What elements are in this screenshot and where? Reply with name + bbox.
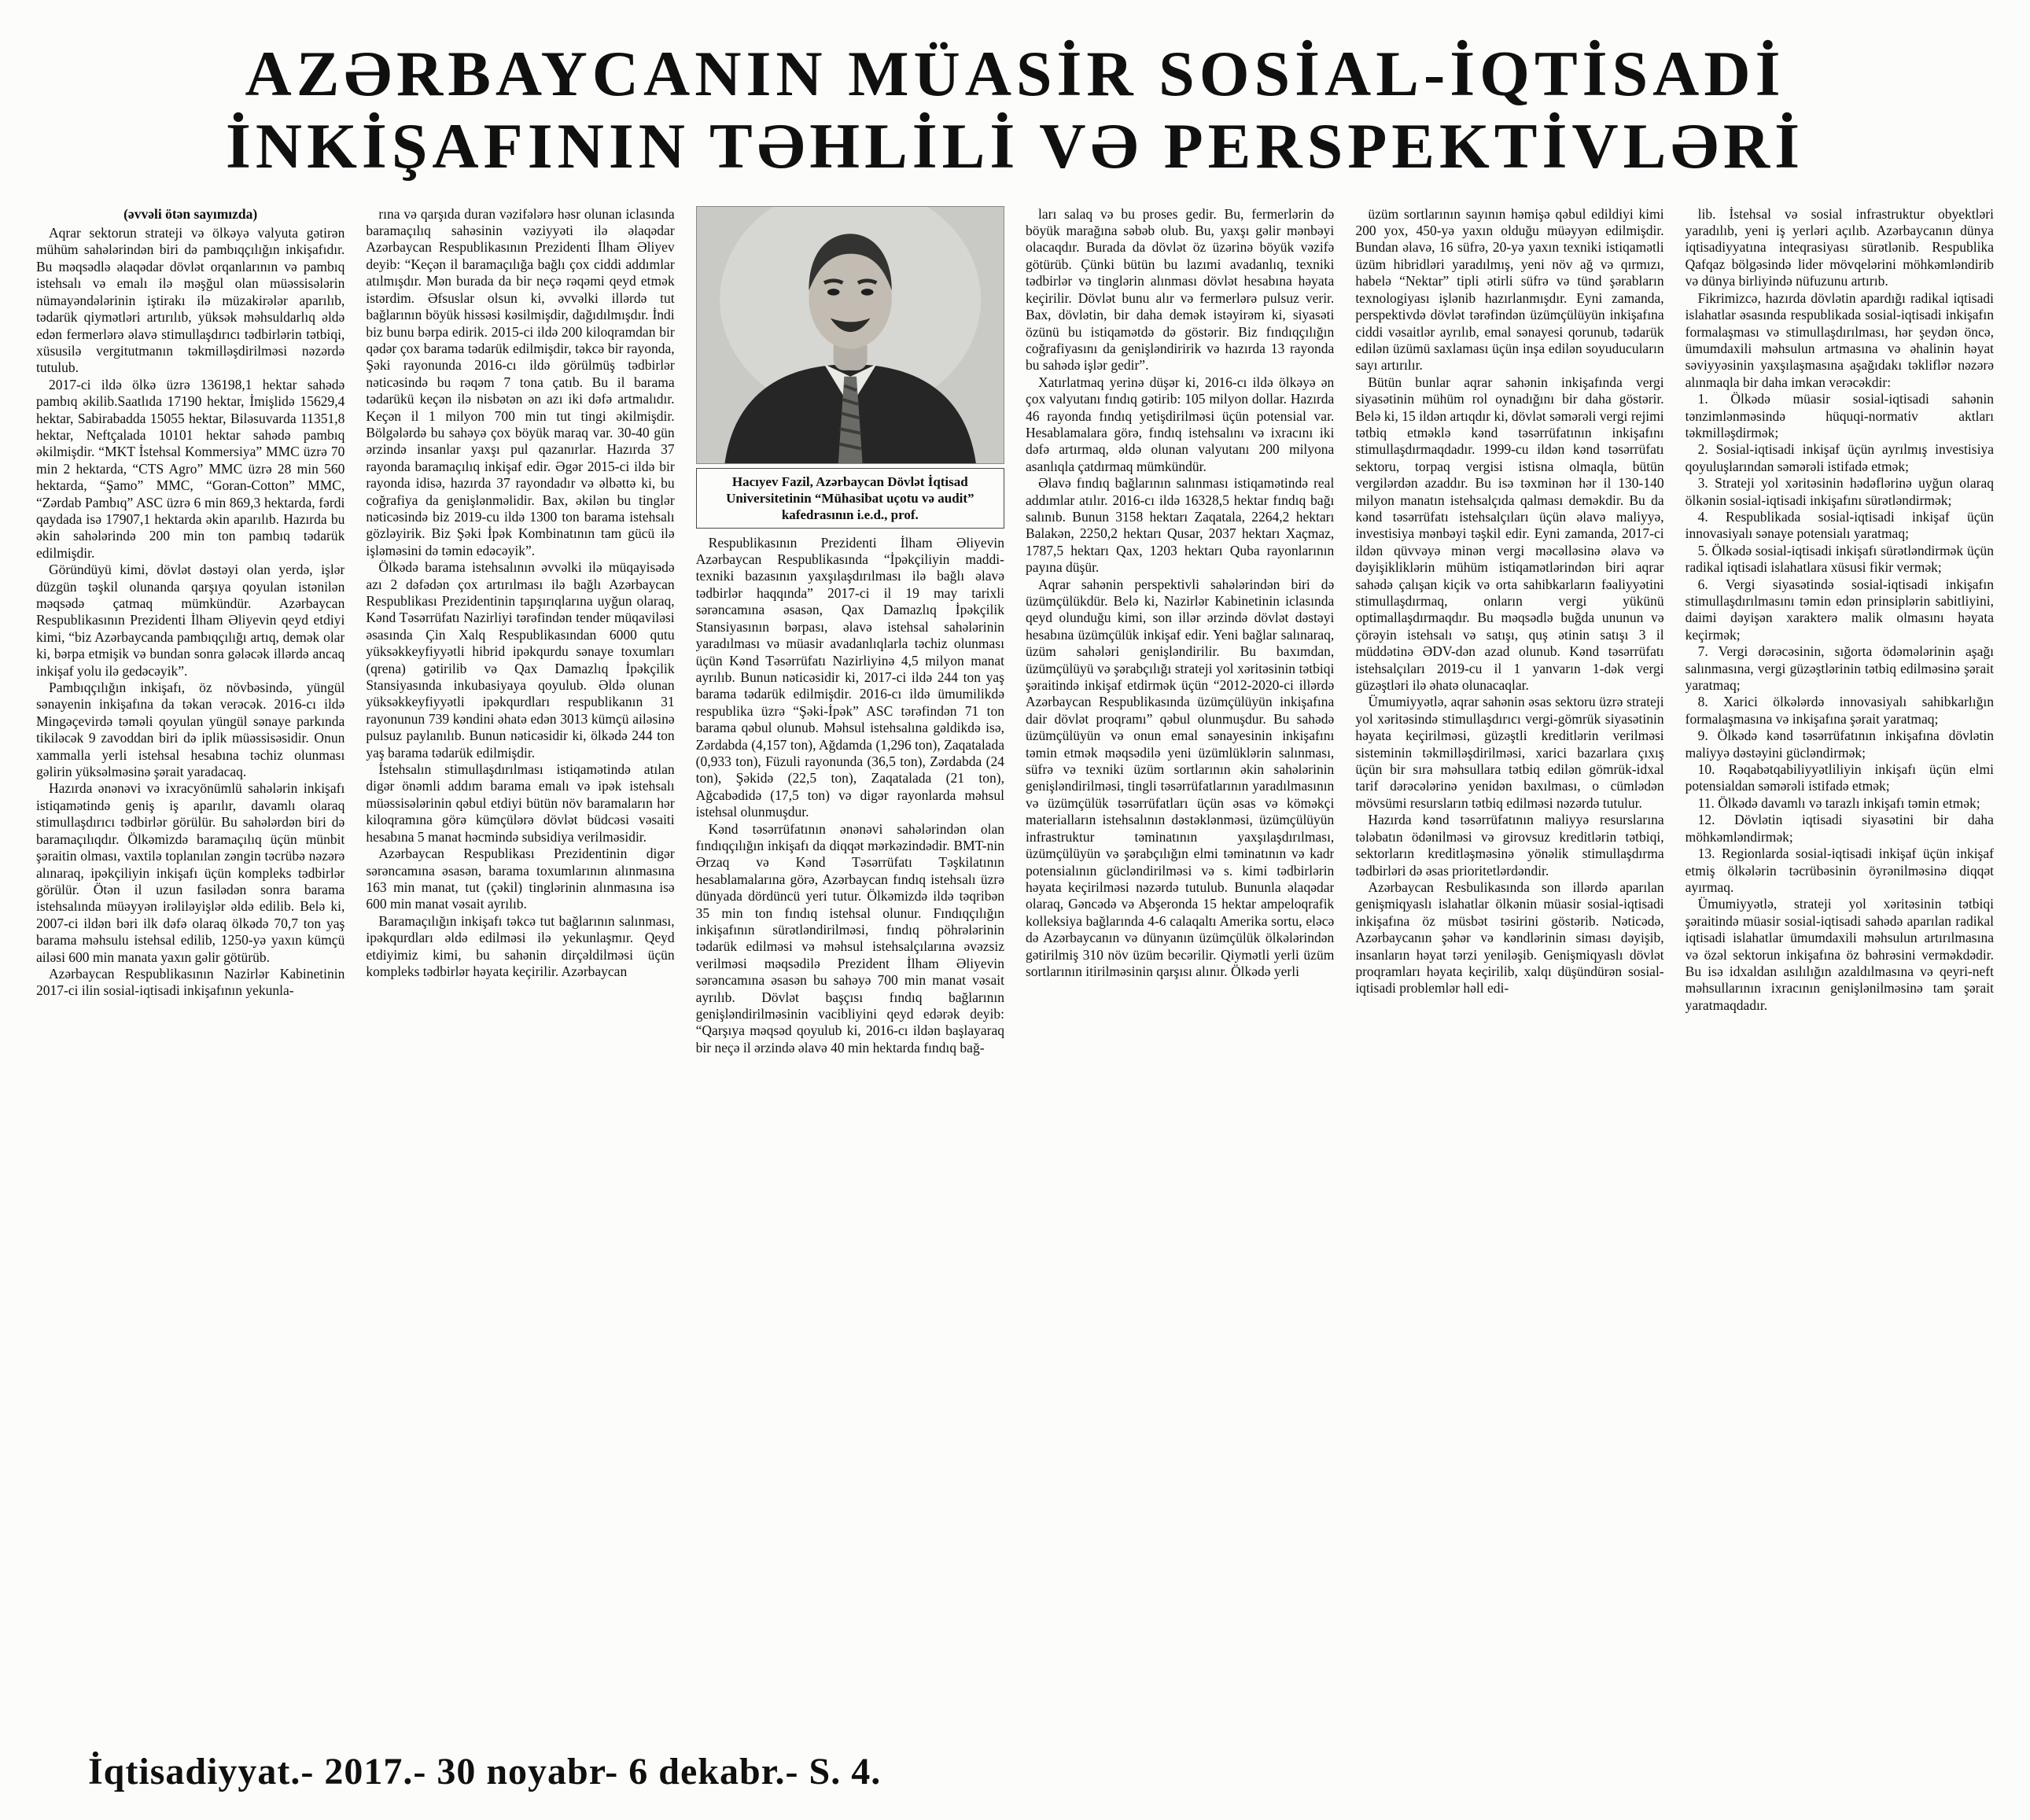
- continuation-note: (əvvəli ötən sayımızda): [123, 205, 258, 222]
- paragraph: lib. İstehsal və sosial infrastruktur obyektləri yaradılıb, yeni iş yerləri açılıb. Azərbaycanın dünya iqtisadiyyatına inteqrasiyası sürətlənib. Respublika Qafqaz bölgəsində lider mövqelərini möhkəmləndirib və dünya birliyində nüfuzunu artırıb.: [1685, 205, 1994, 289]
- column-5: [1355, 206, 1663, 1757]
- paragraph: Pambıqçılığın inkişafı, öz növbəsində, yüngül sənayenin inkişafına da təkan verəcək. 2016-cı ildə Mingəçevirdə təməli qoyulan yüngül sənaye parkında tikiləcək 9 zavoddan biri də iplik müəssisəsidir. Onun xammalla yerli istehsal hesabına təchiz olunması gəlirin yüksəlməsinə şərait yaradacaq.: [36, 680, 345, 780]
- photo-caption: Hacıyev Fazil, Azərbaycan Dövlət İqtisad Universitetinin “Mühasibat uçotu və audit” kafedrasının i.e.d., prof.: [696, 468, 1004, 529]
- paragraph: üzüm sortlarının sayının həmişə qəbul edildiyi kimi 200 yox, 450-yə yaxın olduğu müəyyən edilmişdir. Bundan əlavə, 16 süfrə, 20-yə yaxın texniki istiqamətli üzüm hibridləri yaradılmış, yeni növ ağ və qırmızı, habelə “Nektar” tipli ətirli süfrə və tünd şərabların texnologiyası işlənib hazırlanmışdır. Eyni zamanda, perspektivdə dövlət tərəfindən üzümçülüyün inkişafına ciddi vəsaitlər ayrılıb, emal sənayesi qorunub, tədarük edilən üzümü saxlaması üçün inşa edilən soyuducuların sayı artırılır.: [1355, 205, 1664, 374]
- paragraph: 1. Ölkədə müasir sosial-iqtisadi sahənin tənzimlənməsində hüquqi-normativ aktları təkmilləşdirmək;: [1685, 391, 1994, 440]
- author-photo-figure: [696, 206, 1004, 529]
- paragraph: Kənd təsərrüfatının ənənəvi sahələrindən olan fındıqçılığın inkişafı da diqqət mərkəzindədir. BMT-nin Ərzaq və Kənd Təsərrüfatı Təşkilatının hesablamalarına görə, Azərbaycan fındıq istehsalı üzrə dünyada dördüncü yeri tutur. Ölkəmizdə ildə təqribən 35 min ton fındıq istehsal olunur. Fındıqçılığın inkişafının sürətləndirilməsi, fındıq pöhrələrinin tədarük edilməsi və məhsul istehsalçılarına əvəzsiz verilməsi məqsədilə Prezident İlham Əliyevin sərəncamına əsasən bu sahəyə 700 min manat vəsait ayrılıb. Dövlət başçısı fındıq bağlarının genişləndirilməsinin vacibliyini qeyd edərək deyib: “Qarşıya məqsəd qoyulub ki, 2016-cı ildən başlayaraq bir neçə il ərzində əlavə 40 min hektarda fındıq bağ-: [695, 820, 1004, 1056]
- paragraph: Ölkədə barama istehsalının əvvəlki ilə müqayisədə azı 2 dəfədən çox artırılması ilə bağlı Azərbaycan Respublikası Prezidentinin tapşırıqlarına uyğun olaraq, Kənd Təsərrüfatı Nazirliyi tərəfindən tender müqaviləsi əsasında Çin Xalq Respublikasından 6000 qutu yüksəkkeyfiyyətli hibrid ipəkqurdu sənaye toxumları (qrena) gətirilib və Qax Damazlıq İpəkçilik Stansiyasında inkubasiyaya qoyulub. Əldə olunan yüksəkkeyfiyyətli ipəkqurdları respublikanın 31 rayonunun 739 kəndini əhatə edən 3013 kümçü ailəsinə pulsuz paylanılıb. Bunun nəticəsidir ki, ölkədə 244 ton yaş barama tədarük edilmişdir.: [366, 559, 675, 761]
- paragraph: 2017-ci ildə ölkə üzrə 136198,1 hektar sahədə pambıq əkilib.Saatlıda 17190 hektar, İmişlidə 15629,4 hektar, Sabirabadda 15055 hektar, Biləsuvarda 11351,8 hektar, Neftçalada 10101 hektar sahədə pambıq əkilmişdir. “MKT İstehsal Kommersiya” MMC üzrə 70 min 2 hektarda, “CTS Agro” MMC üzrə 28 min 560 hektarda, “Şamo” MMC, “Goran-Cotton” MMC, “Zərdab Pambıq” ASC üzrə 6 min 869,3 hektarda, fərdi qaydada isə 17907,1 hektarda əkin aparılıb. Hazırda bu əkin sahələrində 200 min ton pambıq tədarük edilmişdir.: [36, 376, 345, 561]
- article-title-line2: İNKİŞAFININ TƏHLİLİ VƏ PERSPEKTİVLƏRİ: [226, 109, 1804, 182]
- paragraph: Azərbaycan Respublikasının Nazirlər Kabinetinin 2017-ci ilin sosial-iqtisadi inkişafının yekunla-: [36, 965, 345, 999]
- paragraph: Aqrar sektorun strateji və ölkəyə valyuta gətirən mühüm sahələrindən biri də pambıqçılığın inkişafıdır. Bu məqsədlə əlaqədar dövlət orqanlarının və pambıq istehsalı və emalı ilə məşğul olan müəssisələrin nümayəndələrinin iştirakı ilə müzakirələr aparılıb, tədarük qiymətləri artırılıb, yüksək məhsuldarlıq əldə edən fermerlərə əlavə stimullaşdırıcı tədbirlərin tətbiqi, xüsusilə vergitutmanın təkmilləşdirilməsi nəzərdə tutulub.: [36, 225, 345, 376]
- column-3: [696, 206, 1004, 1757]
- paragraph: Xatırlatmaq yerinə düşər ki, 2016-cı ildə ölkəyə ən çox valyutanı fındıq gətirib: 105 milyon dollar. Hazırda 46 rayonda fındıq yetişdirilməsi üçün potensial var. Hesablamalara görə, fındıq istehsalını və ixracını iki dəfə artırmaq, əldə olunan valyutanı 200 milyona asanlıqla çatdırmaq mümkündür.: [1025, 374, 1335, 474]
- paragraph: 12. Dövlətin iqtisadi siyasətini bir daha möhkəmləndirmək;: [1685, 812, 1994, 845]
- paragraph: Əlavə fındıq bağlarının salınması istiqamətində real addımlar atılır. 2016-cı ildə 16328,5 hektar fındıq bağı salınıb. Bunun 3158 hektarı Zaqatala, 2264,2 hektarı Balakən, 2250,2 hektarı Qusar, 2037 hektarı Xaçmaz, 1787,5 hektarı Qax, 1203 hektarı Quba rayonlarının payına düşür.: [1025, 475, 1335, 576]
- paragraph: Baramaçılığın inkişafı təkcə tut bağlarının salınması, ipəkqurdları əldə edilməsi ilə yekunlaşmır. Qeyd etdiyimiz kimi, bu sahənin dirçəldilməsi üçün kompleks tədbirlər həyata keçirilir. Azərbaycan: [366, 912, 675, 979]
- paragraph: 4. Respublikada sosial-iqtisadi inkişaf üçün innovasiyalı sənaye potensialı yaratmaq;: [1685, 508, 1994, 542]
- paragraph: 13. Regionlarda sosial-iqtisadi inkişaf üçün inkişaf etmiş ölkələrin təcrübəsinin öyrənilməsinə diqqət ayırmaq.: [1685, 846, 1994, 895]
- paragraph: 9. Ölkədə kənd təsərrüfatının inkişafına dövlətin maliyyə dəstəyini gücləndirmək;: [1685, 728, 1994, 761]
- paragraph: Azərbaycan Respublikası Prezidentinin digər sərəncamına əsasən, barama toxumlarının alınmasına 163 min manat, tut (çəkil) tinglərinin alınmasına isə 600 min manat vəsait ayrılıb.: [366, 846, 675, 912]
- paragraph: 10. Rəqabətqabiliyyətliliyin inkişafı üçün elmi potensialdan səmərəli istifadə etmək;: [1685, 761, 1994, 794]
- source-citation: İqtisadiyyat.- 2017.- 30 noyabr- 6 dekabr.- S. 4.: [88, 1751, 882, 1792]
- article-body: [36, 206, 1994, 1757]
- paragraph: 7. Vergi dərəcəsinin, sığorta ödəmələrinin aşağı salınmasına, vergi güzəştlərinin tətbiq edilməsinə şərait yaratmaq;: [1685, 643, 1994, 694]
- paragraph: Fikrimizcə, hazırda dövlətin apardığı radikal iqtisadi islahatlar əsasında respublikada sosial-iqtisadi inkişafın formalaşması və stimullaşdırılması, hər şeydən öncə, ümumdaxili məhsulun artmasına və əhalinin həyat səviyyəsinin yaxşılaşmasına aşağıdakı təkliflər nəzərə alınmaqla bir daha imkan verəcəkdir:: [1685, 289, 1994, 390]
- paragraph: 11. Ölkədə davamlı və tarazlı inkişafı təmin etmək;: [1697, 794, 1980, 811]
- paragraph: Respublikasının Prezidenti İlham Əliyevin Azərbaycan Respublikasında “İpəkçiliyin maddi-texniki bazasının yaxşılaşdırılması ilə bağlı əlavə tədbirlər haqqında” 2017-ci il 19 may tarixli sərəncamına əsasən, Qax Damazlıq İpəkçilik Stansiyasının bərpası, əlavə istehsal sahələrinin yaradılması və müasir avadanlıqlarla təchiz olunması üçün Kənd Təsərrüfatı Nazirliyinə 4,5 milyon manat ayrılıb. Bunun nəticəsidir ki, 2017-ci ildə 244 ton yaş barama tədarük edilmişdir. 2016-cı ildə ümumilikdə respublika üzrə “Şəki-İpək” ASC tərəfindən 71 ton barama qəbul olunub. Məhsul istehsalına gəldikdə isə, Zərdabda (4,157 ton), Ağdamda (1,296 ton), Zaqatalada (0,933 ton), Füzuli rayonunda (36,5 ton), Zərdabda (24 ton), Şəkidə (22,5 ton), Zaqatalada (21 ton), Ağcabədidə (17,5 ton) və digər rayonlarda məhsul istehsal olunmuşdur.: [695, 534, 1004, 820]
- article-title: [36, 38, 1994, 182]
- paragraph: ları salaq və bu proses gedir. Bu, fermerlərin də böyük marağına səbəb olub. Bu, yaxşı gəlir mənbəyi olacaqdır. Burada da dövlət öz üzərinə böyük vəzifə götürüb. Çünki bütün bu lazımi avadanlıq, texniki tədbirlər və tinglərin alınması dövlət hesabına həyata keçirilir. Dövlət bunu alır və fermerlərə pulsuz verir. Bax, dövlətin, bir daha demək istəyirəm ki, siyasəti özünü bu istiqamətdə də göstərir. Biz fındıqçılığın coğrafiyasını da genişləndiririk və hazırda 13 rayonda bu sahədə işlər gedir”.: [1025, 205, 1335, 374]
- paragraph: 2. Sosial-iqtisadi inkişaf üçün ayrılmış investisiya qoyuluşlarından səmərəli istifadə etmək;: [1685, 441, 1994, 474]
- paragraph: 8. Xarici ölkələrdə innovasiyalı sahibkarlığın formalaşmasına və inkişafına şərait yaratmaq;: [1685, 694, 1994, 727]
- paragraph: 6. Vergi siyasətində sosial-iqtisadi inkişafın stimullaşdırılmasını təmin edən prinsiplərin sabitliyini, daimi dəyişən xarakterə malik olmasını həyata keçirmək;: [1685, 576, 1994, 643]
- paragraph: İstehsalın stimullaşdırılması istiqamətində atılan digər önəmli addım barama emalı və ipək istehsalı müəssisələrinin qəbul etdiyi bütün növ baramaların hər kiloqramına görə kümçülərə dövlət büdcəsi vəsaiti hesabına 5 manat həcmində subsidiya verilməsidir.: [366, 761, 675, 845]
- portrait-photo: [696, 206, 1004, 464]
- paragraph: rına və qarşıda duran vəzifələrə həsr olunan iclasında baramaçılıq sahəsinin vəziyyəti ilə əlaqədar Azərbaycan Respublikasının Prezidenti İlham Əliyev deyib: “Keçən il baramaçılığa bağlı çox ciddi addımlar atılmışdır. Mən burada da bir neçə rəqəmi qeyd etmək istərdim. Əfsuslar olsun ki, əvvəlki illərdə tut bağlarının böyük hissəsi kəsilmişdir, dağıdılmışdır. İndi biz bunu bərpa edirik. 2015-ci ildə 200 kiloqramdan bir qədər çox barama tədarük edilmişdir, təkcə bir rayonda, Şəki rayonunda 2016-cı ildə görülmüş tədbirlər nəticəsində bu rəqəm 7 tona çatıb. Bu il barama tədarükü keçən ilə nisbətən ən azı iki dəfə artmalıdır. Keçən il 1 milyon 700 min tut tingi əkilmişdir. Bölgələrdə bu sahəyə çox böyük maraq var. 30-40 gün ərzində insanlar yaxşı pul qazanırlar. Hazırda 37 rayonda baramaçılıq inkişaf edir. Əgər 2015-ci ildə bir rayonda idisə, hazırda 37 rayondadır və əlbəttə ki, bu coğrafiya da genişlənməlidir. Bax, əkilən bu tinglər nəticəsində biz 2019-cu ildə 1300 ton barama istehsalı gözləyirik. Biz Şəki İpək Kombinatının tam gücü ilə işləməsini də təmin edəcəyik”.: [366, 205, 675, 558]
- column-4: [1026, 206, 1334, 1757]
- paragraph: Göründüyü kimi, dövlət dəstəyi olan yerdə, işlər düzgün təşkil olunanda qarşıya qoyulan istənilən məqsədə çatmaq mümkündür. Azərbaycan Respublikasının Prezidenti İlham Əliyevin qeyd etdiyi kimi, “biz Azərbaycanda pambıqçılığı artıq, demək olar ki, bərpa etmişik və bundan sonra gələcək illərdə ancaq inkişaf yolu ilə gedəcəyik”.: [36, 562, 345, 679]
- column-6: [1686, 206, 1994, 1757]
- paragraph: Ümumiyyətlə, strateji yol xəritəsinin tətbiqi şəraitində müasir sosial-iqtisadi sahədə aparılan radikal iqtisadi islahatlar ümumdaxili məhsulun artırılmasına və özəl sektorun inkişafına öz bəhrəsini verməkdədir. Bu isə idxaldan asılılığın azaldılmasına və qeyri-neft məhsullarının ixracının genişlənilməsinə tam şərait yaratmaqdadır.: [1685, 896, 1994, 1013]
- column-1: [36, 206, 344, 1757]
- paragraph: Aqrar sahənin perspektivli sahələrindən biri də üzümçülükdür. Belə ki, Nazirlər Kabinetinin iclasında qeyd olunduğu kimi, son illər ərzində dövlət dəstəyi hesabına üzümçülük inkişaf edir. Yeni bağlar salınaraq, üzüm sahələri genişləndirilir. Bu baxımdan, üzümçülüyü və şərabçılığı strateji yol xəritəsinin tətbiqi şəraitində inkişaf etdirmək üçün “2012-2020-ci illərdə Azərbaycan Respublikasında üzümçülüyün inkişafına dair dövlət proqramı” qəbul olunmuşdur. Bu sahədə üzümçülüyün və onun emal sənayesinin inkişafını təmin etmək məqsədilə yeni üzümlüklərin salınması, süfrə və texniki üzüm sortlarının əkin sahələrinin genişləndirilməsi, tingli təsərrüfatlarının yaradılmasının və üzümçülük təsərrüfatları üçün əsas və köməkçi materialların istehsalının dəstəklənməsi, üzümçülüyün infrastruktur təminatının yaxşılaşdırılması, üzümçülüyün və şərabçılığın elmi təminatının və kadr potensialının gücləndirilməsi və s. kimi tədbirlərin həyata keçirilməsi nəzərdə tutulub. Bununla əlaqədar olaraq, Gəncədə və Abşeronda 15 hektar ampeloqrafik kolleksiya bağlarında 4-6 calaqaltı Amerika sortu, eləcə də Azərbaycanın və dünyanın üzümçülük ölkələrindən gətirilmiş 310 növ üzüm becərilir. Qiymətli yerli üzüm sortlarının itirilməsinin qarşısı alınır. Ölkədə yerli: [1025, 576, 1335, 979]
- article-header: [36, 38, 1994, 182]
- paragraph: Bütün bunlar aqrar sahənin inkişafında vergi siyasətinin mühüm rol oynadığını bir daha göstərir. Belə ki, 15 ildən artıqdır ki, dövlət səmərəli vergi rejimi tətbiq etməklə kənd təsərrüfatının inkişafını stimullaşdırmaqdadır. 1999-cu ildən kənd təsərrüfatı sektoru, torpaq vergisi istisna olmaqla, bütün vergilərdən azaddır. Bu isə təxminən hər il 130-140 milyon manatın istehsalçıda qalması deməkdir. Bu da kənd təsərrüfatı istehsalçıları üçün əlavə maliyyə, investisiya mənbəyi təşkil edir. Eyni zamanda, 2017-ci ildən qüvvəyə minən vergi məcəlləsinə əlavə və dəyişikliklərin mühüm istiqamətlərindən biri aqrar sahədə çalışan kiçik və orta sahibkarların fəaliyyətini stimullaşdırmaq, onların vergi yükünü optimallaşdırmaqdır. Bu məqsədlə buğda ununun və çörəyin istehsalı və satışı, quş ətinin satışı 3 il müddətinə ƏDV-dən azad olunub. Kənd təsərrüfatı istehsalçıları 2019-cu il 1 yanvarın 1-dək vergi güzəştləri ilə əhatə olunacaqlar.: [1355, 374, 1664, 694]
- paragraph: Hazırda ənənəvi və ixracyönümlü sahələrin inkişafı istiqamətində geniş iş aparılır, davamlı olaraq stimullaşdırıcı tədbirlər görülür. Bu sahələrdən biri də baramaçılıqdır. Ölkəmizdə baramaçılıq üçün münbit şəraitin olması, vaxtilə toplanılan zəngin təcrübə nəzərə alınaraq, ipəkçiliyin inkişafı üçün kompleks tədbirlər görülür. Ötən il uzun fasilədən sonra barama istehsalında müəyyən irəliləyişlər əldə edilib. Belə ki, 2007-ci ildən bəri ilk dəfə olaraq ölkədə 70,7 ton yaş barama məhsulu istehsal edilib, 1250-yə yaxın kümçü ailəsi 600 min manata yaxın gəlir götürüb.: [36, 780, 345, 965]
- paragraph: 3. Strateji yol xəritəsinin hədəflərinə uyğun olaraq ölkənin sosial-iqtisadi inkişafını sürətləndirmək;: [1685, 475, 1994, 508]
- paragraph: Azərbaycan Resbulikasında son illərdə aparılan genişmiqyaslı islahatlar ölkənin müasir sosial-iqtisadi inkişafına öz müsbət təsirini göstərib. Nəticədə, Azərbaycanın şəhər və kəndlərinin siması dəyişib, insanların həyat tərzi yeniləşib. Genişmiqyaslı dövlət proqramları həyata keçirilib, xalqı düşündürən sosial-iqtisadi problemlər həll edi-: [1355, 879, 1664, 997]
- paragraph: Hazırda kənd təsərrüfatının maliyyə resurslarına tələbatın ödənilməsi və girovsuz kreditlərin tətbiqi, sektorların kreditləşməsinə yönəlik stimullaşdırma tədbirləri də əsas prioritetlərdəndir.: [1355, 812, 1664, 879]
- paragraph: Ümumiyyətlə, aqrar sahənin əsas sektoru üzrə strateji yol xəritəsində stimullaşdırıcı vergi-gömrük siyasətinin həyata keçirilməsi, güzəştli kreditlərin verilməsi sisteminin təkmilləşdirilməsi, xarici bazarlara çıxış üçün bir sıra məhsullara tətbiq edilən gömrük-idxal tarif dərəcələrinə yenidən baxılması, o cümlədən mövsümi resursların tətbiq edilməsi nəzərdə tutulur.: [1355, 694, 1664, 811]
- column-2: [366, 206, 674, 1757]
- article-title-line1: AZƏRBAYCANIN MÜASİR SOSİAL-İQTİSADİ: [245, 38, 1785, 109]
- paragraph: 5. Ölkədə sosial-iqtisadi inkişafı sürətləndirmək üçün radikal iqtisadi islahatlara xüsusi fikir vermək;: [1685, 542, 1994, 576]
